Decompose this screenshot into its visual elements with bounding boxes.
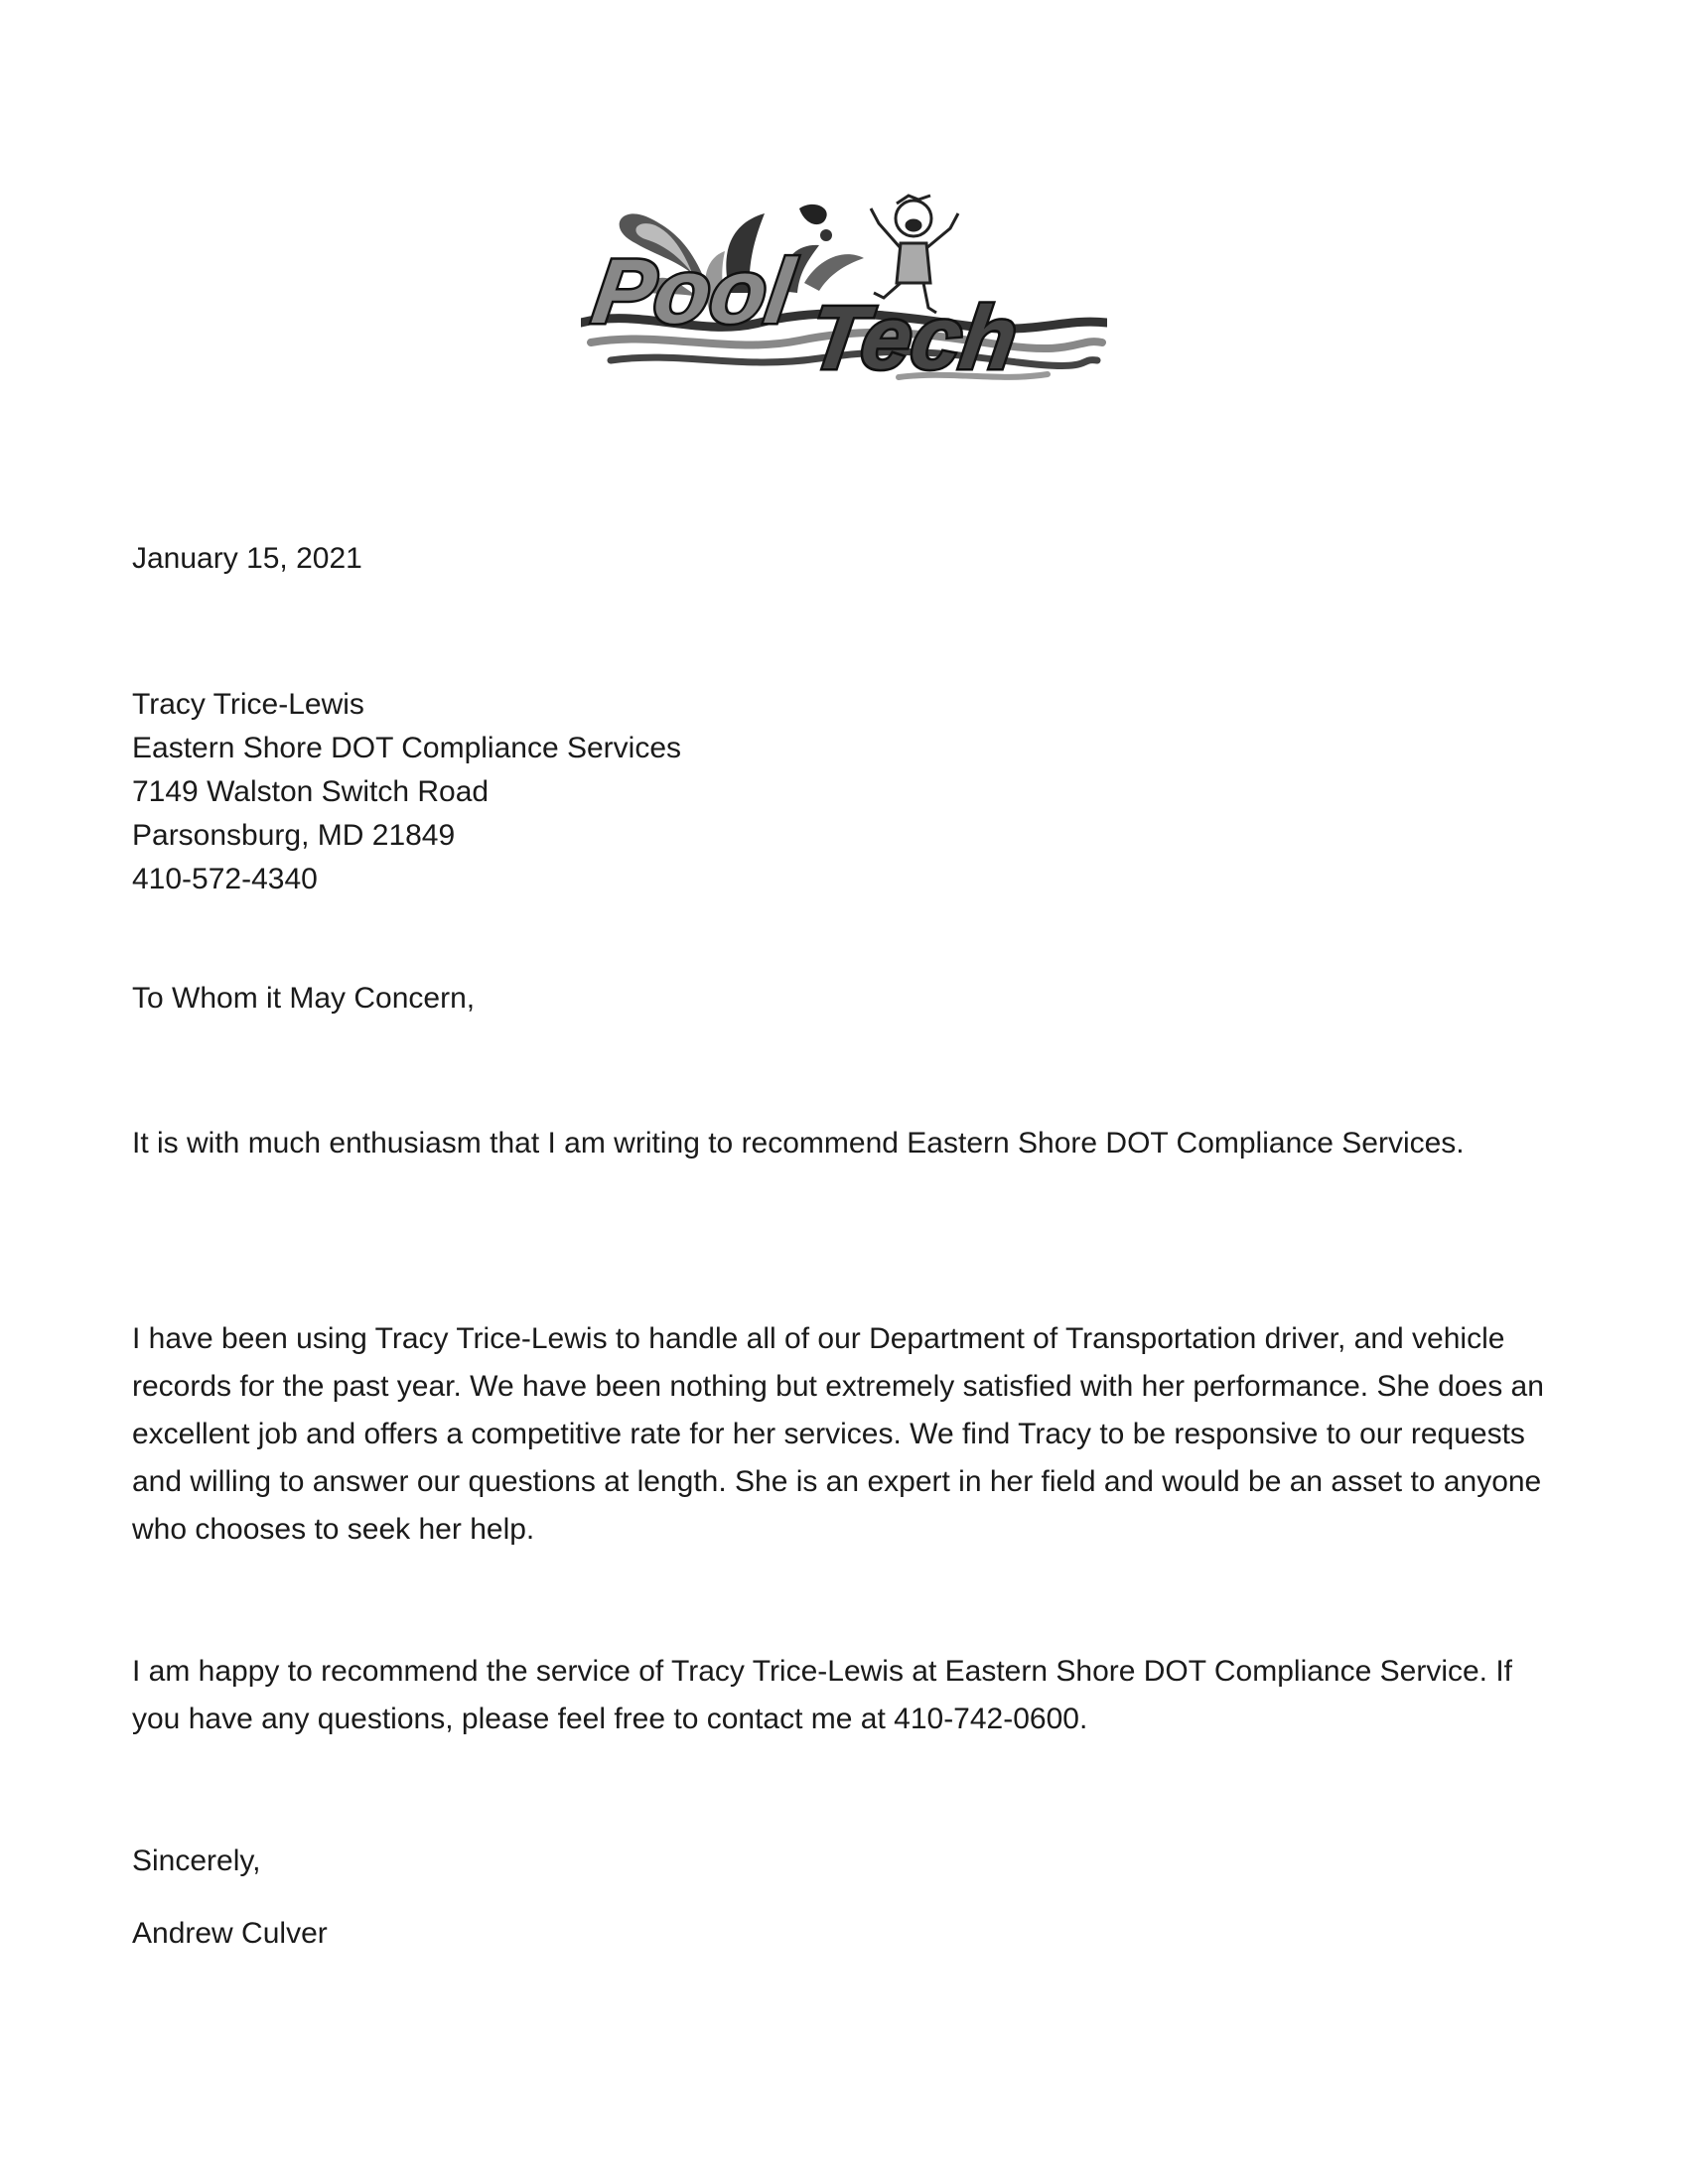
recipient-phone: 410-572-4340	[132, 863, 318, 895]
closing: Sincerely,	[132, 1844, 261, 1877]
letter-date: January 15, 2021	[132, 542, 362, 575]
paragraph-body: I have been using Tracy Trice-Lewis to handle all of our Department of Transportation driver, and vehicle records for the past year. We have been nothing but extremely satisfied with her performance. She does an excellent job and offers a competitive rate for her services. We find Tracy to be responsive to our requests and willing to answer our questions at length. She is an expert in her field and would be an asset to anyone who chooses to seek her help.	[132, 1322, 1544, 1546]
pool-tech-logo	[581, 174, 1107, 402]
recipient-address	[132, 683, 681, 901]
recipient-company: Eastern Shore DOT Compliance Services	[132, 732, 682, 764]
recipient-city-state-zip: Parsonsburg, MD 21849	[132, 819, 456, 852]
logo-text-pool: Pool	[587, 239, 799, 342]
recipient-name: Tracy Trice-Lewis	[132, 688, 364, 721]
salutation: To Whom it May Concern,	[132, 982, 476, 1015]
recipient-street: 7149 Walston Switch Road	[132, 775, 490, 808]
paragraph-intro: It is with much enthusiasm that I am writing to recommend Eastern Shore DOT Compliance Services.	[132, 1127, 1465, 1160]
paragraph-recommendation: I am happy to recommend the service of Tracy Trice-Lewis at Eastern Shore DOT Compliance Service. If you have any questions, please feel free to contact me at 410-742-0600.	[132, 1655, 1513, 1735]
logo-text-tech: Tech	[803, 288, 1024, 388]
signer-name: Andrew Culver	[132, 1917, 328, 1950]
